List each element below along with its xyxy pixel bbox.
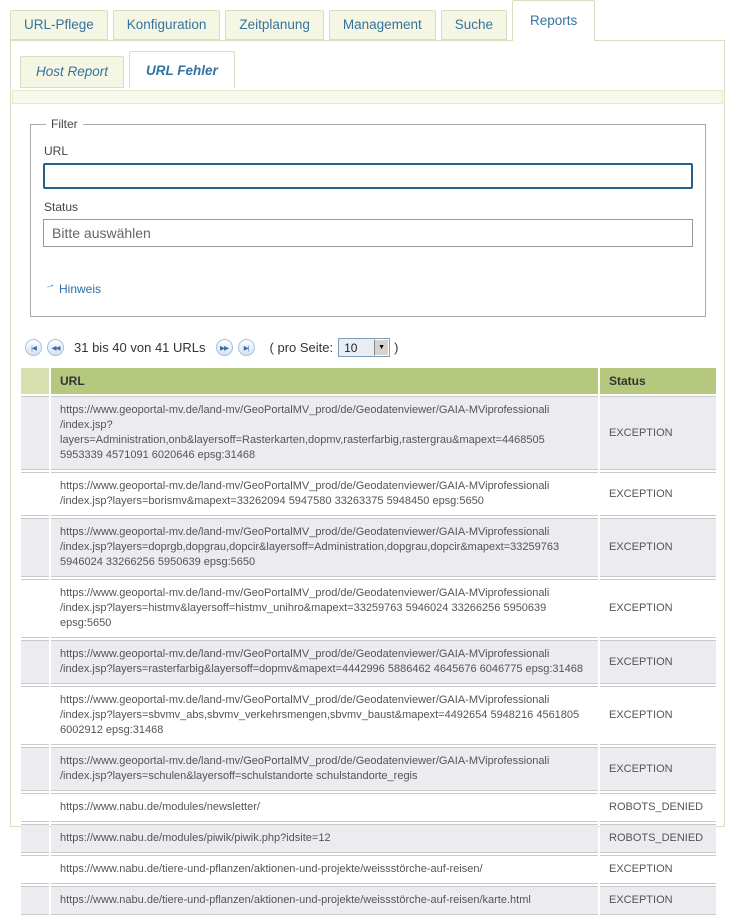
chevron-down-icon: ▼ xyxy=(378,344,386,351)
tab-url-fehler[interactable] xyxy=(129,51,235,88)
sub-tab-bar xyxy=(11,41,724,88)
row-select-cell[interactable] xyxy=(21,824,49,853)
subtab-label: Host Report xyxy=(36,64,109,79)
status-field-label: Status xyxy=(44,200,79,214)
first-page-button[interactable] xyxy=(25,339,42,356)
filter-fieldset xyxy=(30,117,706,317)
row-select-cell[interactable] xyxy=(21,686,49,745)
table-header-row xyxy=(21,368,716,394)
url-cell: https://www.nabu.de/tiere-und-pflanzen/aktionen-und-projekte/weissstörche-auf-reisen/karte.html xyxy=(51,886,598,915)
hinweis-label: Hinweis xyxy=(59,282,102,296)
url-cell: https://www.geoportal-mv.de/land-mv/GeoPortalMV_prod/de/Geodatenviewer/GAIA-MViprofessionali /index.jsp?layers=Administration,onb&layersoff=Rasterkarten,dopmv,rasterfarbig,rastergrau&mapext=4468505 5953339 4571091 6020646 epsg:31468 xyxy=(51,396,598,470)
per-page-suffix: ) xyxy=(394,340,399,355)
tab-url-pflege[interactable] xyxy=(10,10,108,40)
row-select-cell[interactable] xyxy=(21,855,49,884)
table-row xyxy=(21,472,716,516)
main-tab-bar xyxy=(0,0,735,40)
status-cell: ROBOTS_DENIED xyxy=(600,793,716,822)
status-cell: EXCEPTION xyxy=(600,518,716,577)
per-page-value: 10 xyxy=(344,341,358,355)
row-select-cell[interactable] xyxy=(21,579,49,638)
tab-host-report[interactable] xyxy=(20,56,124,88)
per-page-select[interactable] xyxy=(338,338,390,357)
toolbar-strip xyxy=(12,90,723,104)
select-column-header xyxy=(21,368,49,394)
url-cell: https://www.geoportal-mv.de/land-mv/GeoPortalMV_prod/de/Geodatenviewer/GAIA-MViprofessionali /index.jsp?layers=doprgb,dopgrau,dopcir&layersoff=Administration,dopgrau,dopcir&mapext=33259763 5946024 33266256 5950639 epsg:5650 xyxy=(51,518,598,577)
url-field-label: URL xyxy=(44,144,69,158)
table-row xyxy=(21,793,716,822)
tab-reports[interactable] xyxy=(512,0,595,41)
filter-legend: Filter xyxy=(51,117,78,131)
per-page-group xyxy=(270,338,399,357)
status-cell: EXCEPTION xyxy=(600,579,716,638)
last-page-button[interactable] xyxy=(238,339,255,356)
tab-zeitplanung[interactable] xyxy=(225,10,324,40)
tab-label: Konfiguration xyxy=(126,17,207,32)
status-column-header: Status xyxy=(600,368,716,394)
next-page-button[interactable] xyxy=(216,339,233,356)
tab-suche[interactable] xyxy=(441,10,507,40)
tab-management[interactable] xyxy=(329,10,436,40)
first-page-icon: |◀ xyxy=(31,344,36,352)
status-cell: EXCEPTION xyxy=(600,686,716,745)
per-page-label: ( pro Seite: xyxy=(269,340,334,355)
row-select-cell[interactable] xyxy=(21,640,49,684)
prev-page-icon: ◀◀ xyxy=(51,344,60,352)
row-select-cell[interactable] xyxy=(21,747,49,791)
url-input[interactable] xyxy=(43,163,693,189)
status-cell: EXCEPTION xyxy=(600,855,716,884)
status-cell: EXCEPTION xyxy=(600,472,716,516)
per-page-dropdown-button[interactable] xyxy=(374,339,389,356)
table-row xyxy=(21,640,716,684)
tab-label: URL-Pflege xyxy=(24,17,94,32)
hinweis-link[interactable] xyxy=(45,280,101,296)
tab-konfiguration[interactable] xyxy=(113,10,221,40)
table-row xyxy=(21,396,716,470)
tab-label: Management xyxy=(342,17,422,32)
table-row xyxy=(21,855,716,884)
pagination-bar xyxy=(25,338,724,357)
status-cell: EXCEPTION xyxy=(600,396,716,470)
status-cell: ROBOTS_DENIED xyxy=(600,824,716,853)
status-cell: EXCEPTION xyxy=(600,640,716,684)
url-cell: https://www.geoportal-mv.de/land-mv/GeoPortalMV_prod/de/Geodatenviewer/GAIA-MViprofessionali /index.jsp?layers=sbvmv_abs,sbvmv_verkehrsmengen,sbvmv_baust&mapext=4492654 5948216 4561805 6002912 epsg:31468 xyxy=(51,686,598,745)
row-select-cell[interactable] xyxy=(21,396,49,470)
table-row xyxy=(21,579,716,638)
row-select-cell[interactable] xyxy=(21,886,49,915)
tab-label: Suche xyxy=(454,17,493,32)
table-row xyxy=(21,686,716,745)
tab-label: Reports xyxy=(530,13,578,28)
tab-label: Zeitplanung xyxy=(239,17,310,32)
url-column-header: URL xyxy=(51,368,598,394)
status-select[interactable] xyxy=(43,219,693,247)
url-cell: https://www.geoportal-mv.de/land-mv/GeoPortalMV_prod/de/Geodatenviewer/GAIA-MViprofessionali /index.jsp?layers=rasterfarbig&layersoff=dopmv&mapext=4442996 5886462 4645676 6046775 epsg:31468 xyxy=(51,640,598,684)
table-row xyxy=(21,747,716,791)
url-cell: https://www.geoportal-mv.de/land-mv/GeoPortalMV_prod/de/Geodatenviewer/GAIA-MViprofessionali /index.jsp?layers=histmv&layersoff=histmv_unihro&mapext=33259763 5946024 33266256 5950639 epsg:5650 xyxy=(51,579,598,638)
page-info: 31 bis 40 von 41 URLs xyxy=(74,340,206,355)
table-row xyxy=(21,886,716,915)
next-page-icon: ▶▶ xyxy=(220,344,229,352)
arrow-icon: → xyxy=(43,278,57,293)
url-cell: https://www.nabu.de/modules/piwik/piwik.php?idsite=12 xyxy=(51,824,598,853)
row-select-cell[interactable] xyxy=(21,472,49,516)
url-table-body xyxy=(21,396,716,915)
status-cell: EXCEPTION xyxy=(600,886,716,915)
url-cell: https://www.geoportal-mv.de/land-mv/GeoPortalMV_prod/de/Geodatenviewer/GAIA-MViprofessionali /index.jsp?layers=schulen&layersoff=schulstandorte schulstandorte_regis xyxy=(51,747,598,791)
last-page-icon: ▶| xyxy=(243,344,249,352)
subtab-label: URL Fehler xyxy=(146,63,218,78)
table-row xyxy=(21,824,716,853)
status-select-value: Bitte auswählen xyxy=(52,225,151,241)
row-select-cell[interactable] xyxy=(21,518,49,577)
table-row xyxy=(21,518,716,577)
url-cell: https://www.nabu.de/tiere-und-pflanzen/aktionen-und-projekte/weissstörche-auf-reisen/ xyxy=(51,855,598,884)
status-cell: EXCEPTION xyxy=(600,747,716,791)
row-select-cell[interactable] xyxy=(21,793,49,822)
prev-page-button[interactable] xyxy=(47,339,64,356)
url-cell: https://www.geoportal-mv.de/land-mv/GeoPortalMV_prod/de/Geodatenviewer/GAIA-MViprofessionali /index.jsp?layers=borismv&mapext=33262094 5947580 33263375 5948450 epsg:5650 xyxy=(51,472,598,516)
url-cell: https://www.nabu.de/modules/newsletter/ xyxy=(51,793,598,822)
url-error-table xyxy=(19,366,718,917)
reports-panel xyxy=(10,40,725,906)
